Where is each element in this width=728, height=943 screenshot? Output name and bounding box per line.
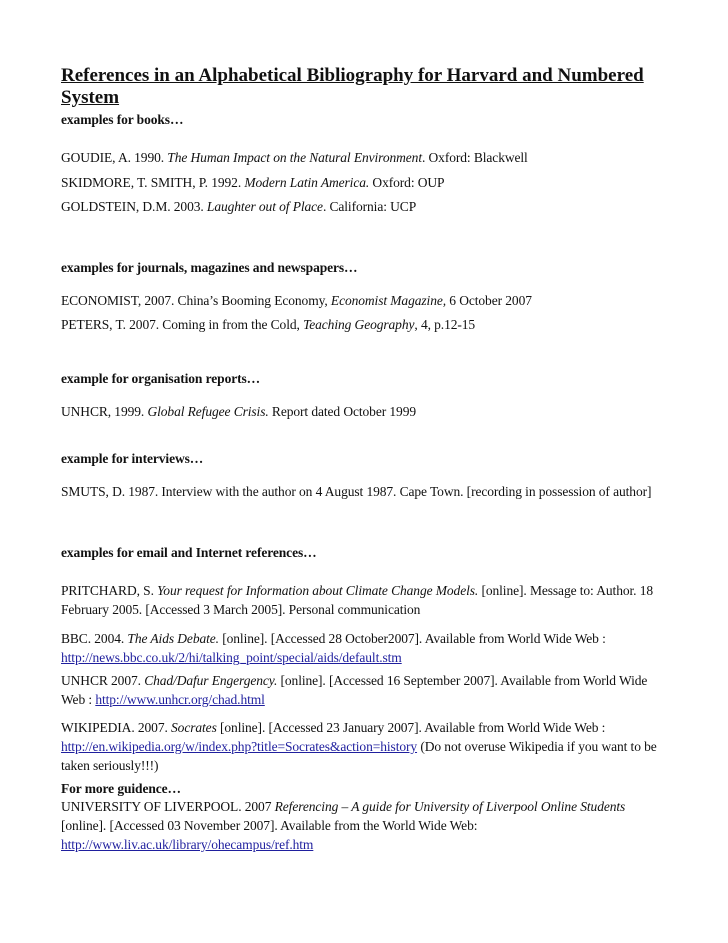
reference-entry [61, 629, 661, 667]
bbc-link[interactable]: http://news.bbc.co.uk/2/hi/talking_point/special/aids/default.stm [61, 650, 402, 665]
reference-entry: SMUTS, D. 1987. Interview with the author on 4 August 1987. Cape Town. [recording in possession of author] [61, 484, 652, 499]
entry-title: Socrates [171, 720, 217, 735]
entry-text: [online]. [Accessed 28 October2007]. Available from World Wide Web : [218, 631, 606, 646]
entry-text: Report dated October 1999 [268, 404, 416, 419]
reference-entry [61, 173, 661, 192]
entry-text: Oxford: OUP [369, 175, 445, 190]
entry-text: PRITCHARD, S. [61, 583, 158, 598]
entry-text: , 4, p.12-15 [414, 317, 476, 332]
entry-title: Chad/Dafur Engergency. [144, 673, 278, 688]
entry-text: SKIDMORE, T. SMITH, P. 1992. [61, 175, 245, 190]
section-heading-internet: examples for email and Internet references… [61, 545, 317, 560]
section-heading-interviews: example for interviews… [61, 451, 204, 466]
liverpool-link[interactable]: http://www.liv.ac.uk/library/ohecampus/ref.htm [61, 837, 314, 852]
reference-entry [61, 718, 661, 775]
entry-text: ECONOMIST, 2007. China’s Booming Economy, [61, 293, 331, 308]
section-heading-reports: example for organisation reports… [61, 371, 261, 386]
section-heading-guidance: For more guidence… [61, 781, 181, 796]
reference-entry [61, 315, 661, 334]
entry-title: Referencing – A guide for University of Liverpool Online Students [274, 799, 626, 814]
entry-text: . California: UCP [322, 199, 417, 214]
entry-text: WIKIPEDIA. 2007. [61, 720, 172, 735]
entry-text: GOLDSTEIN, D.M. 2003. [61, 199, 207, 214]
reference-entry [61, 197, 661, 216]
wikipedia-link[interactable]: http://en.wikipedia.org/w/index.php?title=Socrates&action=history [61, 739, 418, 754]
entry-text: UNIVERSITY OF LIVERPOOL. 2007 [61, 799, 275, 814]
entry-text: UNHCR, 1999. [61, 404, 148, 419]
entry-title: Modern Latin America. [244, 175, 370, 190]
entry-title: Your request for Information about Climate Change Models. [157, 583, 479, 598]
entry-text: [online]. [Accessed 23 January 2007]. Available from World Wide Web : [216, 720, 606, 735]
reference-entry [61, 797, 661, 854]
entry-text: (Do not overuse Wikipedia if you want to be taken seriously!!!) [61, 739, 657, 773]
entry-text: [online]. [Accessed 03 November 2007]. Available from the World Wide Web: [61, 818, 478, 833]
entry-text: PETERS, T. 2007. Coming in from the Cold, [61, 317, 304, 332]
entry-title: Laughter out of Place [206, 199, 323, 214]
entry-text: 6 October 2007 [446, 293, 532, 308]
reference-entry [61, 671, 661, 709]
section-heading-books: examples for books… [61, 112, 184, 127]
entry-text: [online]. [Accessed 16 September 2007]. Available from World Wide Web : [61, 673, 648, 707]
entry-text: [online]. Message to: Author. 18 February 2005. [Accessed 3 March 2005]. Personal communication [61, 583, 653, 617]
reference-entry [61, 402, 661, 421]
entry-title: Global Refugee Crisis. [147, 404, 269, 419]
entry-title: Teaching Geography [303, 317, 415, 332]
entry-text: UNHCR 2007. [61, 673, 145, 688]
entry-title: The Human Impact on the Natural Environment [167, 150, 422, 165]
reference-entry [61, 291, 661, 310]
entry-text: . Oxford: Blackwell [421, 150, 528, 165]
entry-title: Economist Magazine, [330, 293, 447, 308]
entry-title: The Aids Debate. [127, 631, 219, 646]
entry-text: GOUDIE, A. 1990. [61, 150, 168, 165]
reference-entry [61, 581, 661, 619]
entry-text: BBC. 2004. [61, 631, 128, 646]
reference-entry [61, 148, 661, 167]
unhcr-link[interactable]: http://www.unhcr.org/chad.html [95, 692, 265, 707]
section-heading-journals: examples for journals, magazines and newspapers… [61, 260, 358, 275]
document-title: References in an Alphabetical Bibliography for Harvard and Numbered System [61, 65, 644, 108]
